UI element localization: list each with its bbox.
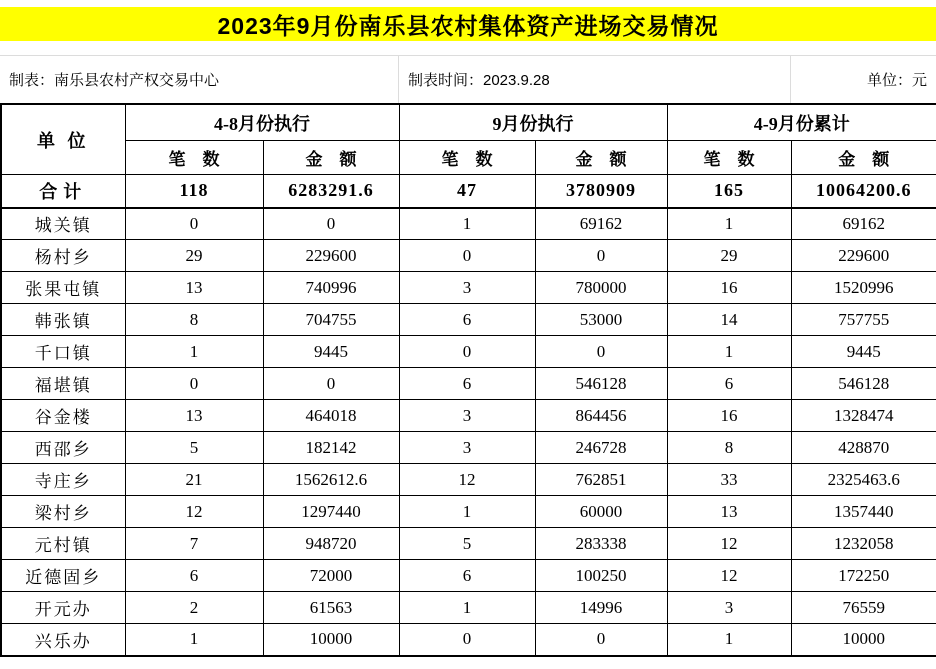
value-cell: 8 (667, 432, 791, 464)
value-cell: 464018 (263, 400, 399, 432)
value-cell: 0 (399, 336, 535, 368)
value-cell: 1520996 (791, 272, 936, 304)
value-cell: 1 (399, 496, 535, 528)
value-cell: 1 (125, 336, 263, 368)
transactions-table (0, 103, 936, 657)
value-cell: 229600 (263, 240, 399, 272)
unit-cell: 张果屯镇 (1, 272, 125, 304)
value-cell: 1357440 (791, 496, 936, 528)
value-cell: 546128 (791, 368, 936, 400)
value-cell: 283338 (535, 528, 667, 560)
table-row (1, 272, 936, 304)
value-cell: 1 (399, 208, 535, 240)
value-cell: 0 (535, 336, 667, 368)
value-cell: 60000 (535, 496, 667, 528)
table-row (1, 464, 936, 496)
value-cell: 0 (399, 240, 535, 272)
page-title: 2023年9月份南乐县农村集体资产进场交易情况 (217, 12, 719, 39)
table-row (1, 368, 936, 400)
value-cell: 1562612.6 (263, 464, 399, 496)
value-cell: 2 (125, 592, 263, 624)
unit-label: 单位：元 (790, 56, 936, 103)
info-row (0, 55, 936, 103)
group-header-apr-aug: 4-8月份执行 (125, 104, 399, 141)
value-cell: 69162 (791, 208, 936, 240)
total-value-cell: 118 (125, 175, 263, 208)
value-cell: 1 (667, 208, 791, 240)
total-row (1, 175, 936, 208)
amount-header: 金 额 (791, 141, 936, 175)
value-cell: 0 (263, 208, 399, 240)
value-cell: 740996 (263, 272, 399, 304)
value-cell: 3 (399, 272, 535, 304)
value-cell: 6 (667, 368, 791, 400)
total-value-cell: 47 (399, 175, 535, 208)
unit-column-header: 单 位 (1, 104, 125, 175)
table-row (1, 560, 936, 592)
table-row (1, 400, 936, 432)
value-cell: 6 (399, 560, 535, 592)
amount-header: 金 额 (535, 141, 667, 175)
value-cell: 100250 (535, 560, 667, 592)
table-row (1, 304, 936, 336)
value-cell: 29 (125, 240, 263, 272)
value-cell: 2325463.6 (791, 464, 936, 496)
value-cell: 21 (125, 464, 263, 496)
value-cell: 7 (125, 528, 263, 560)
value-cell: 72000 (263, 560, 399, 592)
total-value-cell: 165 (667, 175, 791, 208)
unit-cell: 近德固乡 (1, 560, 125, 592)
value-cell: 0 (535, 624, 667, 656)
value-cell: 76559 (791, 592, 936, 624)
value-cell: 3 (667, 592, 791, 624)
value-cell: 172250 (791, 560, 936, 592)
header-sub-row (1, 141, 936, 175)
value-cell: 762851 (535, 464, 667, 496)
value-cell: 1 (399, 592, 535, 624)
value-cell: 61563 (263, 592, 399, 624)
value-cell: 10000 (263, 624, 399, 656)
table-row (1, 496, 936, 528)
value-cell: 53000 (535, 304, 667, 336)
unit-cell: 谷金楼 (1, 400, 125, 432)
header-group-row (1, 104, 936, 141)
value-cell: 16 (667, 400, 791, 432)
value-cell: 9445 (263, 336, 399, 368)
value-cell: 948720 (263, 528, 399, 560)
value-cell: 1 (667, 336, 791, 368)
total-value-cell: 6283291.6 (263, 175, 399, 208)
value-cell: 229600 (791, 240, 936, 272)
value-cell: 0 (535, 240, 667, 272)
value-cell: 3 (399, 432, 535, 464)
value-cell: 780000 (535, 272, 667, 304)
value-cell: 1 (125, 624, 263, 656)
value-cell: 29 (667, 240, 791, 272)
value-cell: 5 (399, 528, 535, 560)
group-header-sep: 9月份执行 (399, 104, 667, 141)
value-cell: 13 (125, 272, 263, 304)
group-header-apr-sep: 4-9月份累计 (667, 104, 936, 141)
date-label: 制表时间：2023.9.28 (398, 56, 790, 103)
count-header: 笔 数 (667, 141, 791, 175)
unit-cell: 兴乐办 (1, 624, 125, 656)
value-cell: 33 (667, 464, 791, 496)
table-row (1, 528, 936, 560)
value-cell: 0 (125, 368, 263, 400)
value-cell: 13 (667, 496, 791, 528)
unit-cell: 西邵乡 (1, 432, 125, 464)
value-cell: 8 (125, 304, 263, 336)
value-cell: 704755 (263, 304, 399, 336)
table-row (1, 208, 936, 240)
amount-header: 金 额 (263, 141, 399, 175)
value-cell: 3 (399, 400, 535, 432)
unit-cell: 开元办 (1, 592, 125, 624)
count-header: 笔 数 (399, 141, 535, 175)
unit-cell: 韩张镇 (1, 304, 125, 336)
creator-label: 制表：南乐县农村产权交易中心 (9, 72, 220, 89)
value-cell: 864456 (535, 400, 667, 432)
value-cell: 546128 (535, 368, 667, 400)
table-row (1, 336, 936, 368)
value-cell: 9445 (791, 336, 936, 368)
value-cell: 1 (667, 624, 791, 656)
unit-cell: 杨村乡 (1, 240, 125, 272)
unit-cell: 千口镇 (1, 336, 125, 368)
unit-cell: 元村镇 (1, 528, 125, 560)
value-cell: 12 (399, 464, 535, 496)
unit-cell: 寺庄乡 (1, 464, 125, 496)
value-cell: 428870 (791, 432, 936, 464)
value-cell: 12 (667, 528, 791, 560)
value-cell: 12 (667, 560, 791, 592)
table-row (1, 592, 936, 624)
value-cell: 5 (125, 432, 263, 464)
count-header: 笔 数 (125, 141, 263, 175)
total-value-cell: 3780909 (535, 175, 667, 208)
value-cell: 0 (125, 208, 263, 240)
value-cell: 757755 (791, 304, 936, 336)
title-bar (0, 7, 936, 41)
unit-cell: 梁村乡 (1, 496, 125, 528)
value-cell: 14996 (535, 592, 667, 624)
table-row (1, 240, 936, 272)
value-cell: 69162 (535, 208, 667, 240)
value-cell: 182142 (263, 432, 399, 464)
total-label: 合计 (1, 175, 125, 208)
value-cell: 10000 (791, 624, 936, 656)
value-cell: 6 (399, 304, 535, 336)
value-cell: 6 (125, 560, 263, 592)
value-cell: 1297440 (263, 496, 399, 528)
value-cell: 0 (263, 368, 399, 400)
value-cell: 1328474 (791, 400, 936, 432)
value-cell: 0 (399, 624, 535, 656)
value-cell: 246728 (535, 432, 667, 464)
value-cell: 13 (125, 400, 263, 432)
value-cell: 12 (125, 496, 263, 528)
table-row (1, 432, 936, 464)
unit-cell: 福堪镇 (1, 368, 125, 400)
table-row (1, 624, 936, 656)
value-cell: 16 (667, 272, 791, 304)
value-cell: 1232058 (791, 528, 936, 560)
value-cell: 14 (667, 304, 791, 336)
unit-cell: 城关镇 (1, 208, 125, 240)
value-cell: 6 (399, 368, 535, 400)
total-value-cell: 10064200.6 (791, 175, 936, 208)
